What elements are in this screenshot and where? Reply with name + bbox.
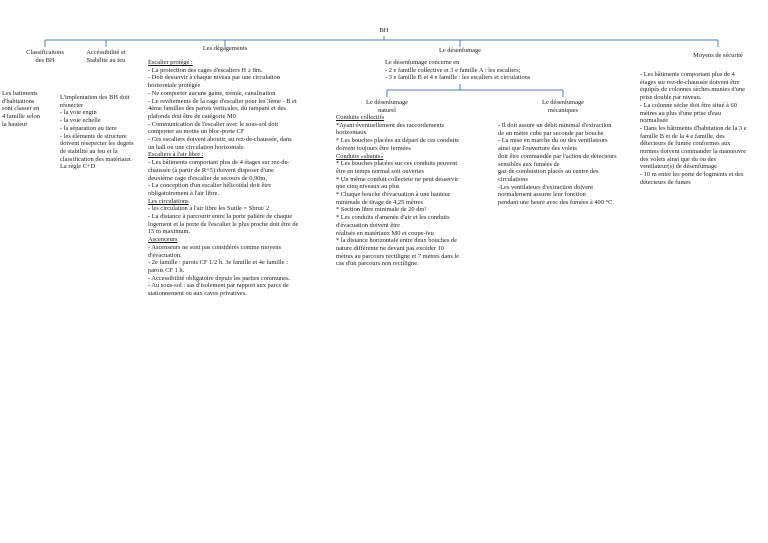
text-line: - 10 m entre les porte de logments et des xyxy=(640,171,744,179)
text-line: obligatoirement à l'air libre. xyxy=(148,189,220,197)
text-line: * la distance horizontale entre deux bouches de xyxy=(336,237,457,245)
text-line: horizontale protégée xyxy=(148,82,201,90)
section-heading: Ascenceurs xyxy=(148,236,178,244)
text-line: - Il doit assure un débit minimal d'extraction xyxy=(498,122,612,129)
accessibilite-title: Accéssibilité et Stabilité au feu xyxy=(86,49,126,64)
text-line: - 2e famille : parois CF 1/2 h. 3e famille et 4e famille : xyxy=(148,259,288,267)
text-line: normalement assurer leur fonction xyxy=(498,191,586,199)
section-heading: Conduits collectifs xyxy=(336,114,385,121)
text-line: gaz de combustion placés au centre des xyxy=(498,168,599,176)
text-line: - Les bâtiments comportant plus de 4 étages sur rez-de- xyxy=(148,159,290,167)
text-line: circulations xyxy=(498,175,528,183)
text-line: mètres au plus d'une prise d'eau xyxy=(640,109,721,117)
degagements-title: Les dégagements xyxy=(202,45,248,52)
text-line: - La conception d'un escalier hélicoïdal doit être xyxy=(148,182,272,190)
text-line: des volets ainsi que du ou des xyxy=(640,155,716,163)
text-line: - Ne comporter aucune gaine, trémie, canalisation xyxy=(148,89,276,97)
accessibilite-body: L'implentation des BH doit résnecter - la voie engin - la voie echelle - la séparation au tiere - les éléments de structure doivent résepecter les degrés de stabilité au feu et la classification des matériaux La règle C+D xyxy=(60,94,134,171)
text-line: plafonds doit être de catégorie M0 xyxy=(148,112,236,120)
text-line: - Ascenseurs ne sont pas considérés comme moyens xyxy=(148,243,281,251)
text-line: stationnement ou aux caves privatives. xyxy=(148,290,247,298)
text-line: prise double par niveau. xyxy=(640,94,702,102)
text-line: chaussée (à partir de R+5) doivent disposer d'une xyxy=(148,166,274,174)
text-line: pendant une heure avec des fumées à 400 °C. xyxy=(498,199,614,207)
section-heading: Les circulations xyxy=(148,197,189,205)
text-line: - Le revêtements de la cage d'escalier pour les 3ème - B et xyxy=(148,97,297,105)
text-line: de un mètre cube par seconde par bouche xyxy=(498,129,604,137)
text-line: * Les bouches placées au départ de ces conduits xyxy=(336,137,459,145)
text-line: sensibles aux fumées de xyxy=(498,160,560,168)
root-title: BH xyxy=(379,27,389,34)
text-line: réalisés en matériaux M0 et coupe-feu xyxy=(336,229,434,237)
text-line: - Au sous-sol : sas d'isolement par rapport aux parcs de xyxy=(148,282,289,290)
text-line: mètres au parcours rectiligne et 7 mètres dans le xyxy=(336,252,460,260)
text-line: 4ème familles des parois verticales, du rampant et des xyxy=(148,105,286,113)
section-heading: Escaliers à l'air libre : xyxy=(148,151,204,159)
text-line: d'évacuation. xyxy=(148,251,182,259)
classification-title: Classificaitons des BH xyxy=(26,49,64,64)
text-line: étages sur rez-de-chaussée doivent être xyxy=(640,78,740,86)
classification-body: Les batiments d'habitations sont classer en 4 famille selon la hauteur xyxy=(2,90,40,128)
text-line: - Ces escaliers doivent aboutir, au rez-de-chaussée, dans xyxy=(148,136,292,144)
desenfumage-mecanique-title: Le désenfumage mécaniques xyxy=(541,99,585,114)
text-line: - Dans les bâtiments d'habitation de la 3 e xyxy=(640,124,747,132)
text-line: - La mise en marche du ou des ventilateurs xyxy=(498,137,608,145)
text-line: - les circulaiton à l'air libre les Sutile = Sbrut/ 2 xyxy=(148,205,270,213)
text-line: deuxième cage d'escalier de secours de 0,90m, xyxy=(148,174,267,182)
desenfumage-mecanique-body xyxy=(498,122,638,207)
text-line: - La distance à parcourir entre la porte palière de chaque xyxy=(148,213,293,221)
text-line: d'évacuation doivent être xyxy=(336,221,400,229)
text-line: doit être commandée par l'action de détecteurs xyxy=(498,152,617,160)
text-line: logement et la porte de l'escalier le plus proche doit être de xyxy=(148,220,299,228)
text-line: cas d'un parcours non rectiligne. xyxy=(336,260,419,268)
text-line: * Les conduits d'amenée d'air et les conduits xyxy=(336,214,450,222)
text-line: comporter au moins un bloc-porte CF xyxy=(148,128,245,136)
text-line: -Les ventilateurs d'extraction doivent xyxy=(498,183,594,191)
text-line: - La protection des cages d'escaliers H ≥ 8m. xyxy=(148,66,263,74)
degagements-body xyxy=(148,59,334,298)
securite-title: Moyens de sécurité xyxy=(693,52,743,59)
text-line: - La colonne sèche doit être situé à 60 xyxy=(640,101,737,109)
text-line: doivent toujours être fermées xyxy=(336,144,411,152)
text-line: - Les bâtiments comportant plus de 4 xyxy=(640,71,735,78)
text-line: horizontaux xyxy=(336,129,367,137)
text-line: détecteurs de fumée conformes aux xyxy=(640,140,731,148)
text-line: minimale de tirage de 4,25 mètres xyxy=(336,198,423,206)
text-line: * Chaque bouche d'évacuation à une hauteur xyxy=(336,191,451,199)
text-line: parois CF 1 h. xyxy=(148,266,185,274)
section-heading: Conduits «shunts» xyxy=(336,152,384,160)
text-line: *Ayant éventuellement des raccordements xyxy=(336,121,444,129)
text-line: normalisée xyxy=(640,117,669,125)
text-line: - Communication de l'escalier avec le sous-sol doit xyxy=(148,120,279,128)
desenfumage-naturel-title: Le désenfumage naturel xyxy=(365,99,409,114)
desenfumage-intro: Le désenfumage concerne en - 2 e famille collective et 3 e famille A : les escaliers; - 3 e famille B et 4 e famille : les escaliers et circulations xyxy=(385,59,531,82)
desenfumage-naturel-body xyxy=(336,114,500,268)
text-line: * Un même conduit collecteur ne peut desservir xyxy=(336,175,459,183)
text-line: famille B et de la 4 e famille, des xyxy=(640,132,725,140)
text-line: * Les bouches placées sur ces conduits peuvent xyxy=(336,160,458,168)
text-line: équipés de colonnes sèches.munies d'une xyxy=(640,86,745,94)
desenfumage-title: Le désenfumage xyxy=(438,47,482,54)
text-line: ainsi que l'ouverture des volets xyxy=(498,145,577,153)
securite-body xyxy=(640,71,766,187)
text-line: que cinq niveaux au plus xyxy=(336,183,400,191)
text-line: - Doit desservir à chaque niveau par une circulation xyxy=(148,74,281,82)
text-line: nature différente ne devant pas excéder 10 xyxy=(336,244,445,252)
text-line: normes doivent commander la manœuvre xyxy=(640,148,747,156)
text-line: 15 m maximum. xyxy=(148,228,191,236)
text-line: être en temps normal soit ouvertes xyxy=(336,167,424,175)
text-line: ventilateur(s) de désenfumage xyxy=(640,163,718,171)
section-heading: Escalier protégé : xyxy=(148,59,193,66)
text-line: détecteurs de fumes xyxy=(640,178,691,186)
text-line: * Section libre minimale de 20 dm² xyxy=(336,206,427,214)
text-line: - Accessibilité obligatoire depuis les parties communes. xyxy=(148,274,291,282)
text-line: un hall ou une circulation horizontale xyxy=(148,143,244,151)
